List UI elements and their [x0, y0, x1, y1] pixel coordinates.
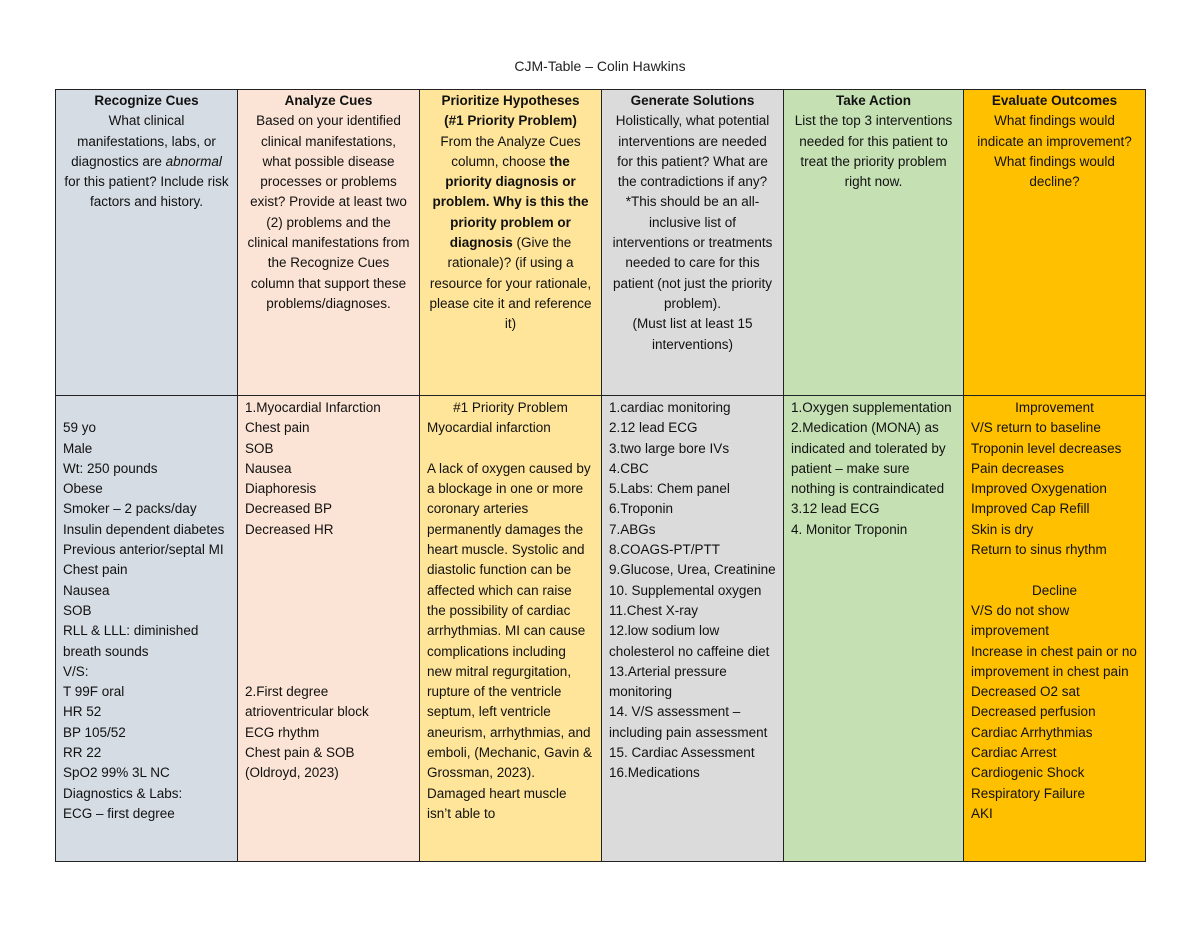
improvement-item: Skin is dry	[971, 521, 1034, 537]
improvement-item: Improved Cap Refill	[971, 501, 1090, 517]
intervention-item: 2.12 lead ECG	[609, 420, 698, 436]
generate-solutions-cell	[602, 396, 784, 862]
prioritize-cell	[420, 396, 602, 862]
header-text: List the top 3 interventions needed for this patient to treat the priority problem right now.	[794, 113, 953, 190]
decline-item: AKI	[971, 805, 993, 821]
improvement-item: Pain decreases	[971, 460, 1065, 476]
decline-list	[971, 601, 1138, 824]
cue-item: SpO2 99% 3L NC	[63, 765, 170, 781]
priority-problem: Myocardial infarction	[427, 420, 551, 436]
priority-label: #1 Priority Problem	[453, 400, 568, 415]
header-text: What findings would indicate an improvement?	[977, 113, 1132, 149]
header-text: Holistically, what potential interventions are needed for this patient? What are the contradictions if any? *This should be an all-inclusive list of interventions or treatments needed to care for this patient (not just the priority problem).	[612, 113, 773, 311]
cue-item: Wt: 250 pounds	[63, 460, 158, 476]
cue-item: RR 22	[63, 745, 102, 761]
header-title: Analyze Cues	[284, 93, 373, 108]
header-title: Recognize Cues	[94, 93, 199, 108]
analyze-item: (Oldroyd, 2023)	[245, 765, 339, 781]
take-action-cell	[784, 396, 964, 862]
intervention-item: 14. V/S assessment – including pain assessment	[609, 704, 768, 740]
intervention-item: 10. Supplemental oxygen	[609, 582, 762, 598]
analyze-item: 2.First degree atrioventricular block	[245, 684, 369, 720]
header-subtitle: (#1 Priority Problem)	[444, 113, 577, 129]
improvement-item: Improved Oxygenation	[971, 481, 1107, 497]
cue-item: Previous anterior/septal MI	[63, 542, 224, 558]
improvement-item: V/S return to baseline	[971, 420, 1101, 436]
cue-item	[63, 398, 230, 418]
decline-item: Decreased O2 sat	[971, 684, 1080, 700]
decline-item: Respiratory Failure	[971, 785, 1086, 801]
recognize-cues-cell	[56, 396, 238, 862]
header-text: Based on your identified clinical manifestations, what possible disease processes or problems exist? Provide at least two (2) problems and the clinical manifestations from the Recognize Cues column that support these problems/diagnoses.	[247, 113, 410, 311]
analyze-item: Decreased BP	[245, 501, 333, 517]
cue-item: 59 yo	[63, 420, 97, 436]
intervention-item: 8.COAGS-PT/PTT	[609, 542, 721, 558]
analyze-item: Nausea	[245, 460, 292, 476]
cue-item: Chest pain	[63, 562, 128, 578]
intervention-item: 5.Labs: Chem panel	[609, 481, 730, 497]
header-text: From the Analyze Cues column, choose the priority diagnosis or problem. Why is this the priority problem or diagnosis (Give the rationale)? (if using a resource for your rationale, please cite it and reference it)	[429, 133, 592, 332]
header-text: What findings would decline?	[994, 153, 1115, 190]
decline-item: Cardiac Arrhythmias	[971, 724, 1093, 740]
decline-item: V/S do not show improvement	[971, 602, 1070, 639]
cue-item: Insulin dependent diabetes	[63, 521, 225, 537]
cue-item: T 99F oral	[63, 684, 125, 700]
intervention-item: 7.ABGs	[609, 521, 656, 537]
content-row	[56, 396, 1146, 862]
intervention-item: 9.Glucose, Urea, Creatinine	[609, 562, 776, 578]
cue-item: V/S:	[63, 663, 89, 679]
document-title: CJM-Table – Colin Hawkins	[514, 58, 686, 74]
intervention-item: 13.Arterial pressure monitoring	[609, 663, 727, 700]
spacer	[245, 540, 412, 682]
header-prioritize-hypotheses	[420, 90, 602, 396]
intervention-item: 1.cardiac monitoring	[609, 400, 731, 415]
analyze-item: 1.Myocardial Infarction	[245, 400, 381, 415]
analyze-item: Chest pain & SOB	[245, 744, 355, 760]
improvement-item: Troponin level decreases	[971, 440, 1122, 456]
cue-item: Diagnostics & Labs:	[63, 785, 183, 801]
decline-item: Cardiogenic Shock	[971, 765, 1085, 781]
cue-item: Smoker – 2 packs/day	[63, 501, 197, 517]
improvement-list	[971, 418, 1138, 560]
priority-rationale: A lack of oxygen caused by a blockage in one or more coronary arteries permanently damages the heart muscle. Systolic and diastolic function can be affected which can raise the possibility of cardiac arrhythmias. MI can cause complications including new mitral regurgitation, rupture of the ventricle septum, left ventricle aneurism, arrhythmias, and emboli, (Mechanic, Gavin & Grossman, 2023). Damaged heart muscle isn’t able to	[427, 460, 593, 821]
action-item: 4. Monitor Troponin	[791, 521, 908, 537]
cue-item: RLL & LLL: diminished breath sounds	[63, 623, 199, 659]
header-evaluate-outcomes	[964, 90, 1146, 396]
intervention-item: 3.two large bore IVs	[609, 440, 730, 456]
header-row	[56, 90, 1146, 396]
analyze-item: Chest pain	[245, 420, 310, 436]
intervention-item: 11.Chest X-ray	[609, 602, 699, 618]
analyze-problem-1	[245, 398, 412, 540]
take-action-list	[791, 398, 956, 540]
header-recognize-cues	[56, 90, 238, 396]
intervention-item: 16.Medications	[609, 765, 700, 781]
decline-item: Cardiac Arrest	[971, 745, 1057, 761]
intervention-item: 15. Cardiac Assessment	[609, 745, 755, 761]
cue-item: Obese	[63, 481, 103, 497]
intervention-item: 6.Troponin	[609, 501, 674, 517]
header-take-action	[784, 90, 964, 396]
header-title: Evaluate Outcomes	[991, 93, 1118, 108]
analyze-cues-cell	[238, 396, 420, 862]
cue-item: BP 105/52	[63, 724, 126, 740]
generate-solutions-list	[609, 398, 776, 784]
header-text: What clinical manifestations, labs, or diagnostics are abnormal for this patient? Include risk factors and history.	[64, 113, 229, 210]
spacer	[427, 439, 594, 459]
recognize-cues-list	[63, 398, 230, 824]
analyze-item: Diaphoresis	[245, 481, 317, 497]
evaluate-outcomes-cell	[964, 396, 1146, 862]
cue-item: Nausea	[63, 582, 110, 598]
intervention-item: 4.CBC	[609, 460, 649, 476]
decline-label: Decline	[1031, 582, 1078, 598]
analyze-problem-2	[245, 682, 412, 783]
cue-item: ECG – first degree	[63, 805, 175, 821]
cue-item: Male	[63, 440, 93, 456]
action-item: 3.12 lead ECG	[791, 501, 880, 517]
intervention-item: 12.low sodium low cholesterol no caffeine diet	[609, 623, 770, 659]
header-analyze-cues	[238, 90, 420, 396]
header-title: Prioritize Hypotheses	[441, 93, 580, 108]
decline-item: Decreased perfusion	[971, 704, 1096, 720]
cjm-table	[55, 89, 1146, 862]
analyze-item: Decreased HR	[245, 521, 334, 537]
analyze-item: ECG rhythm	[245, 724, 320, 740]
analyze-item: SOB	[245, 440, 274, 456]
cue-item: HR 52	[63, 704, 102, 720]
improvement-label: Improvement	[1015, 400, 1094, 415]
decline-item: Increase in chest pain or no improvement in chest pain	[971, 643, 1137, 679]
action-item: 2.Medication (MONA) as indicated and tolerated by patient – make sure nothing is contraindicated	[791, 420, 946, 497]
header-generate-solutions	[602, 90, 784, 396]
improvement-item: Return to sinus rhythm	[971, 542, 1107, 558]
header-note: (Must list at least 15 interventions)	[632, 316, 753, 352]
spacer	[971, 560, 1138, 580]
cue-item: SOB	[63, 602, 92, 618]
action-item: 1.Oxygen supplementation	[791, 400, 952, 415]
header-title: Take Action	[835, 93, 911, 108]
header-title: Generate Solutions	[630, 93, 755, 108]
